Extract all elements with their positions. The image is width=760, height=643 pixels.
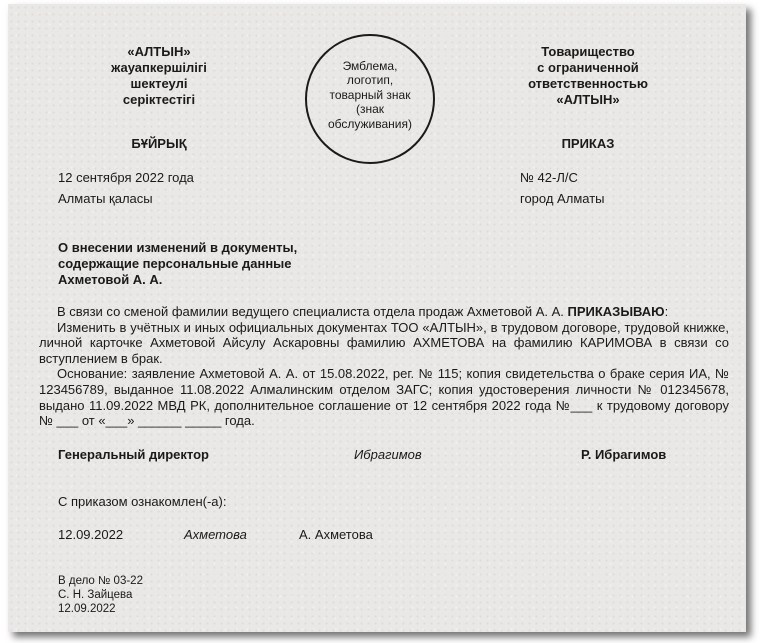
order-body <box>39 304 729 429</box>
org-name-ru-line: ответственностью <box>528 76 648 91</box>
org-name-ru <box>513 44 663 108</box>
emblem-placeholder <box>305 34 435 164</box>
file-note-line: С. Н. Зайцева <box>58 589 133 601</box>
file-note-line: 12.09.2022 <box>58 603 116 615</box>
body-paragraph-basis: Основание: заявление Ахметовой А. А. от 15.08.2022, рег. № 115; копия свидетельства о браке серия ИА, № 123456789, выданное 11.08.2022 Алмалинским отделом ЗАГС; копия удостоверения личности № 012345678, выдано 11.09.2022 МВД РК, дополнительное соглашение от 12 сентября 2022 года №___ к трудовому договору № ___ от «___» ______ _____ года. <box>39 366 729 429</box>
org-name-ru-line: Товарищество <box>541 44 635 59</box>
acknowledgement-date: 12.09.2022 <box>58 527 124 542</box>
signer-name: Р. Ибрагимов <box>581 447 667 462</box>
file-note-line: В дело № 03-22 <box>58 575 143 587</box>
body-paragraph-directive: Изменить в учётных и иных официальных документах ТОО «АЛТЫН», в трудовом договоре, трудовой книжке, личной карточке Ахметовой Айсулу Аскаровны фамилию АХМЕТОВА на фамилию КАРИМОВА в связи со вступлением в брак. <box>39 319 729 366</box>
city-kz: Алматы қаласы <box>58 191 153 206</box>
org-name-kz-line: «АЛТЫН» <box>127 44 191 59</box>
signer-position: Генеральный директор <box>58 447 209 462</box>
file-note <box>58 574 143 616</box>
intro-colon: : <box>664 304 669 319</box>
doc-type-ru: ПРИКАЗ <box>561 136 615 151</box>
acknowledgement-signature: Ахметова <box>184 527 247 542</box>
org-name-kz-line: шектеулі <box>130 76 188 91</box>
org-name-kz-line: серіктестігі <box>122 92 196 107</box>
subject-line: Ахметовой А. А. <box>58 272 163 287</box>
order-subject <box>58 240 378 288</box>
emblem-text: Эмблема, логотип, товарный знак (знак обслуживания) <box>327 58 413 131</box>
order-date: 12 сентября 2022 года <box>58 170 194 185</box>
subject-line: О внесении изменений в документы, <box>58 240 298 255</box>
acknowledgement-name: А. Ахметова <box>299 527 373 542</box>
org-name-kz-line: жауапкершілігі <box>111 60 207 75</box>
subject-line: содержащие персональные данные <box>58 256 292 271</box>
city-ru: город Алматы <box>520 191 605 206</box>
signer-signature: Ибрагимов <box>354 447 422 462</box>
doc-type-kz: БҰЙРЫҚ <box>131 136 187 151</box>
acknowledgement-label: С приказом ознакомлен(-а): <box>58 494 227 509</box>
org-name-ru-line: «АЛТЫН» <box>556 92 620 107</box>
intro-text: В связи со сменой фамилии ведущего специалиста отдела продаж Ахметовой А. А. <box>57 304 568 319</box>
org-name-kz <box>100 44 218 108</box>
body-paragraph-intro <box>39 304 729 320</box>
order-number: № 42-Л/С <box>520 170 578 185</box>
document-sheet <box>8 4 746 632</box>
org-name-ru-line: с ограниченной <box>537 60 639 75</box>
order-keyword: ПРИКАЗЫВАЮ <box>567 304 665 319</box>
